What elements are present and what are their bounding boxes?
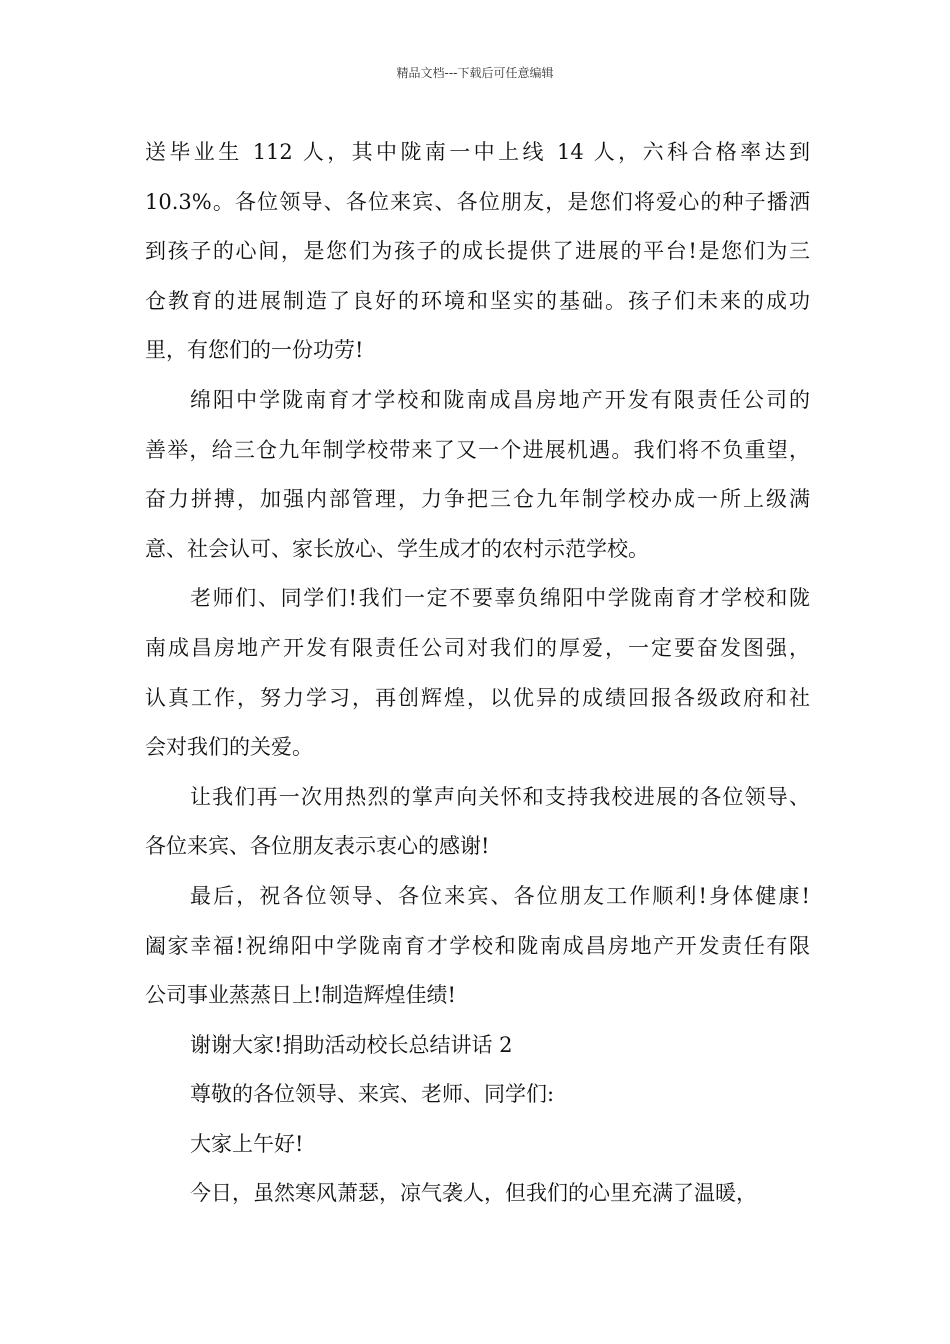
paragraph-first-line: 最后，祝各位领导、各位来宾、各位朋友工作顺利!身体健康! xyxy=(190,883,810,908)
text-line: 认真工作，努力学习，再创辉煌，以优异的成绩回报各级政府和社 xyxy=(145,685,810,710)
paragraph-first-line: 谢谢大家!捐助活动校长总结讲话 2 xyxy=(190,1032,513,1057)
text-line: 仓教育的进展制造了良好的环境和坚实的基础。孩子们未来的成功 xyxy=(145,288,810,313)
text-line: 到孩子的心间，是您们为孩子的成长提供了进展的平台!是您们为三 xyxy=(145,239,810,264)
paragraph-first-line: 老师们、同学们!我们一定不要辜负绵阳中学陇南育才学校和陇 xyxy=(190,586,810,611)
text-line: 送毕业生 112 人，其中陇南一中上线 14 人，六科合格率达到 xyxy=(145,140,810,164)
text-line: 里，有您们的一份功劳! xyxy=(145,338,364,363)
text-line: 公司事业蒸蒸日上!制造辉煌佳绩! xyxy=(145,983,456,1008)
paragraph-first-line: 尊敬的各位领导、来宾、老师、同学们: xyxy=(190,1082,555,1107)
text-line: 各位来宾、各位朋友表示衷心的感谢! xyxy=(145,834,490,859)
paragraph-first-line: 大家上午好! xyxy=(190,1131,304,1156)
paragraph-first-line: 绵阳中学陇南育才学校和陇南成昌房地产开发有限责任公司的 xyxy=(190,387,810,412)
page-header: 精品文档---下载后可任意编辑 xyxy=(396,66,554,80)
text-line: 奋力拼搏，加强内部管理，力争把三仓九年制学校办成一所上级满 xyxy=(145,487,810,512)
text-line: 南成昌房地产开发有限责任公司对我们的厚爱，一定要奋发图强， xyxy=(145,635,810,660)
text-line: 10.3%。各位领导、各位来宾、各位朋友，是您们将爱心的种子播洒 xyxy=(145,189,810,214)
text-line: 意、社会认可、家长放心、学生成才的农村示范学校。 xyxy=(145,536,649,561)
text-line: 善举，给三仓九年制学校带来了又一个进展机遇。我们将不负重望， xyxy=(145,437,810,462)
text-line: 阖家幸福!祝绵阳中学陇南育才学校和陇南成昌房地产开发责任有限 xyxy=(145,933,810,958)
paragraph-first-line: 让我们再一次用热烈的掌声向关怀和支持我校进展的各位领导、 xyxy=(190,784,810,809)
paragraph-first-line: 今日，虽然寒风萧瑟，凉气袭人，但我们的心里充满了温暖， xyxy=(190,1181,757,1206)
text-line: 会对我们的关爱。 xyxy=(145,735,313,760)
document-body xyxy=(145,128,810,1219)
